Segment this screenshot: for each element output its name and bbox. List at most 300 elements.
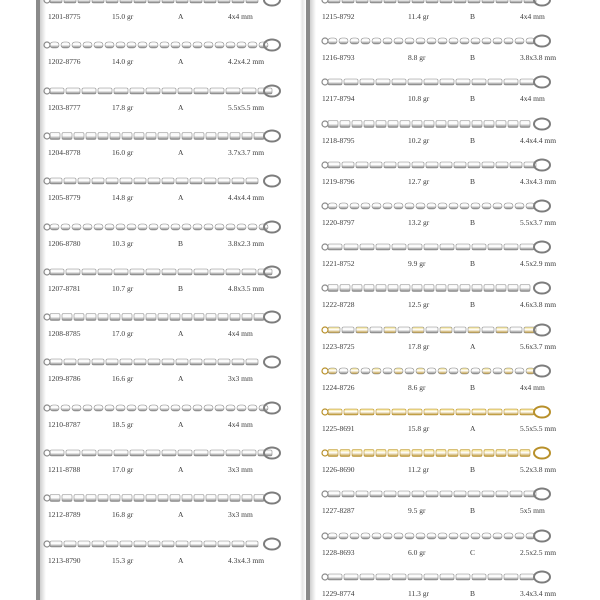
end-ring [44, 178, 50, 184]
chain-link [130, 269, 144, 275]
chain-link [190, 541, 202, 547]
weight-label: 9.5 gr [408, 506, 426, 516]
end-ring [44, 0, 50, 3]
chain-image [312, 233, 562, 259]
chain-link [340, 450, 350, 457]
chain-link [438, 368, 447, 374]
chain-link [448, 120, 458, 127]
chain-link [78, 541, 90, 547]
chain-image [312, 398, 562, 424]
end-ring [44, 269, 50, 275]
chain-link [412, 450, 422, 457]
chain-link [254, 495, 264, 502]
chain-image [42, 122, 292, 148]
chain-link [61, 405, 70, 411]
chain-entry [40, 31, 294, 75]
chain-link [106, 178, 118, 184]
grade-label: B [470, 12, 476, 21]
chain-link [50, 0, 62, 3]
chain-link [134, 541, 146, 547]
chain-link [440, 244, 454, 250]
chain-link [356, 491, 368, 497]
chain-link [114, 450, 128, 456]
size-label: 4x4 mm [228, 419, 253, 429]
chain-link [504, 38, 513, 44]
product-code: 1204-8778 [48, 147, 81, 157]
chain-link [482, 0, 494, 3]
chain-link [50, 359, 62, 365]
chain-link [230, 314, 240, 321]
size-label: 5x5 mm [520, 506, 545, 516]
chain-link [436, 120, 446, 127]
chain-link [449, 533, 458, 539]
chain-link [496, 327, 508, 333]
chain-image [42, 348, 292, 374]
chain-link [248, 405, 257, 411]
chain-caption [40, 103, 294, 117]
chain-link [226, 450, 240, 456]
chain-link [472, 574, 486, 580]
chain-link [352, 450, 362, 457]
chain-entry [310, 357, 564, 401]
chain-link [158, 132, 168, 139]
chain-link [98, 450, 112, 456]
chain-link [182, 42, 191, 48]
size-label: 4x4 mm [520, 12, 545, 21]
chain-link [388, 450, 398, 457]
chain-link [416, 368, 425, 374]
chain-link [146, 269, 160, 275]
chain-link [408, 244, 422, 250]
chain-link [98, 269, 112, 275]
size-label: 3.8x3.8 mm [520, 53, 557, 63]
end-ring [322, 203, 328, 209]
product-code: 1210-8787 [48, 419, 81, 429]
chain-link [138, 42, 147, 48]
chain-link [416, 38, 425, 44]
chain-link [339, 533, 348, 539]
chain-link [110, 132, 120, 139]
chain-link [364, 450, 374, 457]
chain-caption [310, 342, 564, 356]
chain-link [388, 285, 398, 292]
end-ring [44, 224, 50, 230]
chain-link [86, 495, 96, 502]
chain-link [237, 405, 246, 411]
chain-link [392, 409, 406, 415]
product-code: 1227-8287 [322, 506, 355, 516]
chain-link [504, 203, 513, 209]
lobster-clasp [534, 489, 550, 500]
chain-image [42, 77, 292, 103]
chain-link [215, 224, 224, 230]
chain-entry [310, 398, 564, 442]
chain-link [226, 405, 235, 411]
chain-link [339, 203, 348, 209]
chain-link [242, 88, 256, 94]
chain-link [350, 533, 359, 539]
chain-link [130, 88, 144, 94]
chain-link [50, 314, 60, 321]
chain-link [82, 450, 96, 456]
chain-link [376, 244, 390, 250]
chain-link [215, 42, 224, 48]
chain-link [204, 42, 213, 48]
chain-image [312, 151, 562, 177]
chain-link [424, 574, 438, 580]
grade-label: B [470, 465, 476, 475]
chain-link [204, 541, 216, 547]
chain-link [484, 450, 494, 457]
chain-caption [310, 424, 564, 438]
chain-link [370, 162, 382, 168]
chain-link [242, 269, 256, 275]
chain-link [162, 359, 174, 365]
chain-link [246, 0, 258, 3]
chain-link [520, 79, 534, 85]
chain-image [42, 0, 292, 12]
chain-link [460, 533, 469, 539]
weight-label: 15.0 gr [112, 12, 134, 21]
chain-link [194, 88, 208, 94]
chain-link [482, 38, 491, 44]
weight-label: 16.6 gr [112, 374, 134, 384]
chain-link [242, 495, 252, 502]
size-label: 3.7x3.7 mm [228, 147, 265, 157]
chain-link [460, 203, 469, 209]
chain-link [120, 178, 132, 184]
size-label: 4x4 mm [228, 329, 253, 339]
chain-link [412, 285, 422, 292]
chain-link [98, 314, 108, 321]
weight-label: 8.6 gr [408, 382, 426, 392]
chain-link [376, 120, 386, 127]
chain-link [328, 0, 340, 3]
chain-link [488, 244, 502, 250]
chain-link [456, 574, 470, 580]
chain-caption [310, 136, 564, 150]
chain-link [356, 162, 368, 168]
chain-image [312, 316, 562, 342]
chain-link [134, 495, 144, 502]
grade-label: B [470, 382, 476, 392]
chain-link [504, 533, 513, 539]
chain-link [405, 203, 414, 209]
weight-label: 17.0 gr [112, 465, 134, 474]
chain-caption [310, 548, 564, 562]
chain-link [105, 42, 114, 48]
chain-link [405, 38, 414, 44]
chain-link [408, 409, 422, 415]
chain-link [520, 409, 534, 415]
chain-caption [310, 94, 564, 108]
lobster-clasp [264, 538, 280, 549]
chain-link [342, 327, 354, 333]
chain-link [127, 405, 136, 411]
chain-caption [310, 177, 564, 191]
chain-link [340, 120, 350, 127]
chain-link [482, 491, 494, 497]
chain-image [312, 27, 562, 53]
chain-image [42, 303, 292, 329]
chain-link [204, 224, 213, 230]
grade-label: A [178, 510, 184, 520]
chain-link [493, 38, 502, 44]
chain-link [120, 359, 132, 365]
chain-link [237, 42, 246, 48]
product-code: 1222-8728 [322, 300, 355, 310]
chain-entry [310, 0, 564, 30]
size-label: 4.3x4.3 mm [228, 555, 265, 565]
chain-link [482, 327, 494, 333]
chain-link [170, 314, 180, 321]
chain-link [162, 450, 176, 456]
grade-label: A [178, 57, 184, 67]
chain-link [426, 0, 438, 3]
chain-link [226, 42, 235, 48]
chain-caption [310, 465, 564, 479]
chain-link [190, 178, 202, 184]
chain-link [372, 38, 381, 44]
chain-link [496, 120, 506, 127]
chain-link [182, 224, 191, 230]
chain-link [424, 120, 434, 127]
end-ring [322, 121, 328, 127]
chain-entry [310, 274, 564, 318]
chain-caption [310, 506, 564, 520]
lobster-clasp [264, 312, 280, 323]
chain-link [436, 285, 446, 292]
chain-link [383, 533, 392, 539]
end-ring [44, 405, 50, 411]
end-ring [44, 541, 50, 547]
chain-link [50, 495, 60, 502]
size-label: 3.8x2.3 mm [228, 238, 265, 248]
lobster-clasp [264, 130, 280, 141]
chain-link [384, 327, 396, 333]
chain-link [134, 0, 146, 3]
chain-link [50, 42, 59, 48]
chain-entry [310, 316, 564, 360]
end-ring [44, 359, 50, 365]
chain-link [218, 178, 230, 184]
chain-link [160, 224, 169, 230]
chain-link [94, 224, 103, 230]
chain-link [66, 88, 80, 94]
lobster-clasp [534, 530, 550, 541]
chain-link [384, 0, 396, 3]
chain-link [364, 285, 374, 292]
chain-link [360, 244, 374, 250]
weight-label: 17.0 gr [112, 329, 134, 339]
grade-label: B [470, 259, 476, 269]
chain-caption [40, 239, 294, 253]
chain-image [42, 31, 292, 57]
chain-link [400, 120, 410, 127]
lobster-clasp [534, 201, 550, 212]
chain-link [92, 541, 104, 547]
chain-link [408, 574, 422, 580]
weight-label: 10.7 gr [112, 283, 134, 293]
chain-link [484, 285, 494, 292]
weight-label: 14.8 gr [112, 193, 134, 203]
chain-link [110, 495, 120, 502]
size-label: 3.4x3.4 mm [520, 588, 557, 598]
chain-link [394, 533, 403, 539]
end-ring [44, 42, 50, 48]
chain-link [412, 162, 424, 168]
chain-link [488, 79, 502, 85]
chain-link [226, 269, 240, 275]
chain-link [384, 162, 396, 168]
end-ring [44, 88, 50, 94]
chain-link [78, 359, 90, 365]
chain-link [61, 224, 70, 230]
chain-link [440, 327, 452, 333]
chain-link [468, 162, 480, 168]
chain-link [62, 314, 72, 321]
chain-link [493, 203, 502, 209]
lobster-clasp [534, 242, 550, 253]
chain-link [116, 405, 125, 411]
chain-entry [310, 233, 564, 277]
chain-link [98, 88, 112, 94]
chain-link [510, 162, 522, 168]
chain-link [328, 409, 342, 415]
chain-link [242, 132, 252, 139]
chain-link [61, 42, 70, 48]
chain-entry [40, 303, 294, 347]
chain-link [116, 224, 125, 230]
chain-entry [310, 110, 564, 154]
chain-link [182, 495, 192, 502]
chain-image [312, 439, 562, 465]
chain-link [352, 120, 362, 127]
chain-link [496, 162, 508, 168]
weight-label: 11.3 gr [408, 588, 429, 598]
lobster-clasp [264, 493, 280, 504]
size-label: 5.5x5.5 mm [520, 424, 557, 433]
chain-link [176, 178, 188, 184]
product-code: 1219-8796 [322, 176, 355, 186]
chain-link [510, 0, 522, 3]
chain-image [312, 68, 562, 94]
chain-link [438, 533, 447, 539]
grade-label: B [178, 238, 184, 248]
chain-link [50, 405, 59, 411]
chain-link [328, 38, 337, 44]
chain-link [340, 285, 350, 292]
product-code: 1206-8780 [48, 238, 81, 248]
chain-link [376, 409, 390, 415]
grade-label: B [470, 506, 476, 516]
chain-entry [40, 530, 294, 574]
chain-link [193, 42, 202, 48]
chain-link [226, 88, 240, 94]
chain-caption [40, 374, 294, 388]
chain-link [106, 541, 118, 547]
chain-link [218, 495, 228, 502]
chain-link [482, 533, 491, 539]
chain-link [148, 178, 160, 184]
chain-link [361, 38, 370, 44]
chain-entry [40, 394, 294, 438]
chain-link [194, 495, 204, 502]
chain-link [339, 368, 348, 374]
chain-link [182, 314, 192, 321]
chain-link [232, 178, 244, 184]
chain-link [328, 327, 340, 333]
chain-link [64, 0, 76, 3]
product-code: 1225-8691 [322, 424, 355, 433]
chain-link [424, 450, 434, 457]
weight-label: 10.2 gr [408, 135, 430, 145]
chain-link [158, 495, 168, 502]
chain-entry [40, 484, 294, 528]
chain-link [230, 495, 240, 502]
chain-link [204, 0, 216, 3]
chain-link [226, 224, 235, 230]
chain-link [440, 491, 452, 497]
chain-link [416, 203, 425, 209]
chain-link [344, 244, 358, 250]
chain-link [392, 574, 406, 580]
grade-label: B [470, 135, 476, 145]
chain-link [344, 574, 358, 580]
chain-link [372, 533, 381, 539]
chain-caption [310, 383, 564, 397]
chain-link [448, 285, 458, 292]
size-label: 3x3 mm [228, 510, 253, 520]
chain-caption [310, 218, 564, 232]
chain-image [312, 522, 562, 548]
chain-link [127, 224, 136, 230]
chain-link [162, 88, 176, 94]
size-label: 4x4 mm [520, 382, 545, 392]
chain-link [493, 533, 502, 539]
chain-image [312, 192, 562, 218]
chain-entry [40, 167, 294, 211]
size-label: 4x4 mm [228, 12, 253, 21]
chain-link [148, 359, 160, 365]
chain-image [42, 258, 292, 284]
chain-caption [310, 589, 564, 600]
chain-link [493, 368, 502, 374]
grade-label: A [178, 102, 184, 112]
chain-link [520, 450, 530, 457]
chain-entry [40, 77, 294, 121]
grade-label: A [178, 374, 184, 384]
chain-link [482, 162, 494, 168]
chain-link [86, 314, 96, 321]
weight-label: 6.0 gr [408, 547, 426, 557]
weight-label: 12.7 gr [408, 176, 430, 186]
chain-link [370, 327, 382, 333]
chain-link [190, 359, 202, 365]
product-code: 1211-8788 [48, 465, 81, 474]
weight-label: 16.0 gr [112, 147, 134, 157]
chain-link [440, 79, 454, 85]
chain-link [210, 269, 224, 275]
grade-label: A [178, 555, 184, 565]
chain-link [383, 368, 392, 374]
chain-link [370, 491, 382, 497]
product-code: 1209-8786 [48, 374, 81, 384]
left-catalog-column [36, 0, 294, 600]
chain-link [400, 285, 410, 292]
chain-link [146, 495, 156, 502]
chain-image [312, 357, 562, 383]
